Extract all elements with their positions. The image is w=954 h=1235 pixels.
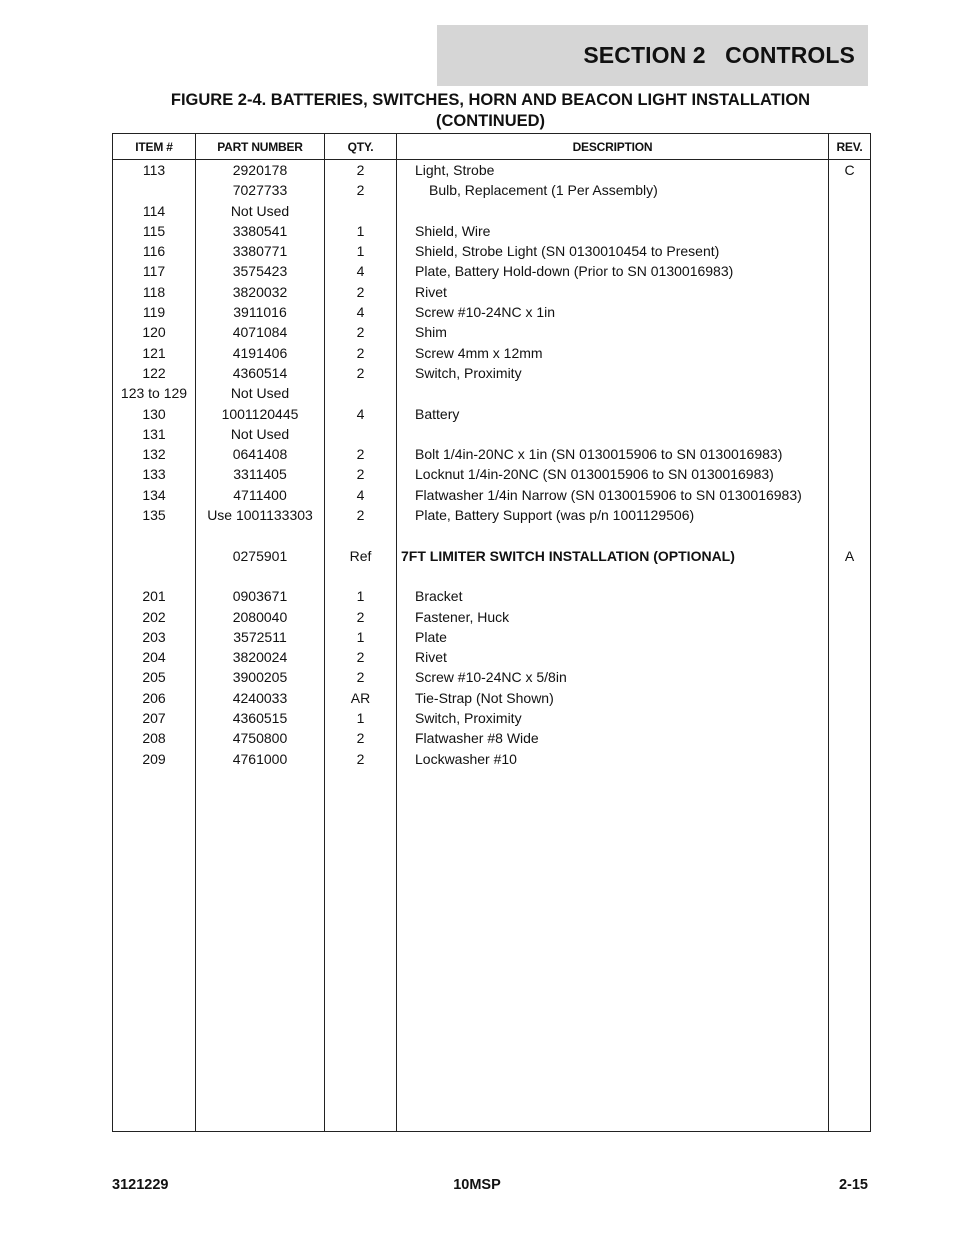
cell-rev — [829, 708, 871, 728]
cell-part-number: Not Used — [196, 201, 325, 221]
cell-description: 7FT LIMITER SWITCH INSTALLATION (OPTIONAL) — [397, 546, 829, 566]
cell-qty: 2 — [325, 647, 397, 667]
table-row — [113, 464, 871, 484]
cell-qty: 2 — [325, 343, 397, 363]
cell-qty: 2 — [325, 282, 397, 302]
section-banner — [437, 25, 868, 86]
cell-item: 206 — [113, 688, 196, 708]
cell-part-number: 0903671 — [196, 586, 325, 606]
cell-description — [397, 201, 829, 221]
cell-part-number: 3380541 — [196, 221, 325, 241]
cell-rev — [829, 505, 871, 525]
cell-part-number: 4191406 — [196, 343, 325, 363]
cell-description: Shield, Wire — [397, 221, 829, 241]
cell-part-number: 3911016 — [196, 302, 325, 322]
cell-qty: 2 — [325, 444, 397, 464]
cell-rev — [829, 647, 871, 667]
cell-item: 135 — [113, 505, 196, 525]
parts-table — [112, 133, 871, 1132]
cell-qty: AR — [325, 688, 397, 708]
table-row — [113, 241, 871, 261]
figure-title-line2: (CONTINUED) — [435, 112, 546, 130]
cell-qty: 2 — [325, 607, 397, 627]
table-filler-row — [113, 769, 871, 1132]
cell-rev — [829, 566, 871, 586]
filler-cell — [397, 769, 829, 1132]
cell-qty: 2 — [325, 160, 397, 181]
cell-rev — [829, 607, 871, 627]
cell-part-number: 4750800 — [196, 728, 325, 748]
cell-description: Shim — [397, 322, 829, 342]
col-header-rev: REV. — [829, 134, 871, 160]
cell-qty: 2 — [325, 180, 397, 200]
footer-doc-number: 3121229 — [112, 1177, 169, 1193]
cell-part-number: 4360514 — [196, 363, 325, 383]
cell-description: Rivet — [397, 647, 829, 667]
cell-description — [397, 424, 829, 444]
cell-rev: C — [829, 160, 871, 181]
cell-item: 119 — [113, 302, 196, 322]
cell-part-number: 2920178 — [196, 160, 325, 181]
cell-description — [397, 566, 829, 586]
cell-part-number: Not Used — [196, 424, 325, 444]
cell-item: 208 — [113, 728, 196, 748]
footer-page-number: 2-15 — [838, 1177, 868, 1193]
cell-qty: 1 — [325, 221, 397, 241]
cell-qty: 1 — [325, 586, 397, 606]
cell-part-number: 4761000 — [196, 749, 325, 769]
cell-qty — [325, 424, 397, 444]
cell-item: 133 — [113, 464, 196, 484]
filler-cell — [325, 769, 397, 1132]
table-row — [113, 586, 871, 606]
cell-item: 134 — [113, 485, 196, 505]
cell-part-number: 3820032 — [196, 282, 325, 302]
cell-item: 120 — [113, 322, 196, 342]
cell-item: 116 — [113, 241, 196, 261]
table-row — [113, 607, 871, 627]
cell-description: Screw #10-24NC x 5/8in — [397, 667, 829, 687]
table-row — [113, 647, 871, 667]
table-row — [113, 261, 871, 281]
cell-rev — [829, 586, 871, 606]
cell-item: 113 — [113, 160, 196, 181]
cell-part-number: 4711400 — [196, 485, 325, 505]
cell-item: 203 — [113, 627, 196, 647]
cell-description: Tie-Strap (Not Shown) — [397, 688, 829, 708]
cell-description: Switch, Proximity — [397, 363, 829, 383]
parts-table-body — [113, 160, 871, 1132]
cell-item: 209 — [113, 749, 196, 769]
section-title: SECTION 2 CONTROLS — [583, 42, 855, 68]
cell-part-number: 3380771 — [196, 241, 325, 261]
cell-description: Battery — [397, 404, 829, 424]
cell-item: 122 — [113, 363, 196, 383]
cell-part-number: 3900205 — [196, 667, 325, 687]
col-header-item: ITEM # — [113, 134, 196, 160]
cell-qty: 2 — [325, 728, 397, 748]
cell-qty — [325, 383, 397, 403]
cell-qty: 1 — [325, 708, 397, 728]
cell-description: Bulb, Replacement (1 Per Assembly) — [397, 180, 829, 200]
cell-qty: 1 — [325, 627, 397, 647]
table-row — [113, 546, 871, 566]
table-row — [113, 688, 871, 708]
cell-rev — [829, 201, 871, 221]
table-row — [113, 404, 871, 424]
cell-part-number: 3575423 — [196, 261, 325, 281]
figure-title-line1: FIGURE 2-4. BATTERIES, SWITCHES, HORN AND BEACON LIGHT INSTALLATION — [170, 91, 811, 109]
cell-description: Screw 4mm x 12mm — [397, 343, 829, 363]
cell-item: 130 — [113, 404, 196, 424]
cell-qty: 2 — [325, 363, 397, 383]
cell-item: 121 — [113, 343, 196, 363]
footer-model: 10MSP — [453, 1177, 501, 1193]
cell-part-number: 3572511 — [196, 627, 325, 647]
table-row — [113, 221, 871, 241]
cell-part-number: 4360515 — [196, 708, 325, 728]
table-row — [113, 424, 871, 444]
cell-rev — [829, 282, 871, 302]
col-header-part-number: PART NUMBER — [196, 134, 325, 160]
table-row — [113, 708, 871, 728]
cell-item: 205 — [113, 667, 196, 687]
cell-rev — [829, 241, 871, 261]
cell-description: Locknut 1/4in-20NC (SN 0130015906 to SN 0130016983) — [397, 464, 829, 484]
cell-part-number: Use 1001133303 — [196, 505, 325, 525]
cell-description: Light, Strobe — [397, 160, 829, 181]
filler-cell — [196, 769, 325, 1132]
cell-rev — [829, 424, 871, 444]
cell-qty: 2 — [325, 667, 397, 687]
cell-description: Lockwasher #10 — [397, 749, 829, 769]
cell-rev — [829, 221, 871, 241]
col-header-description: DESCRIPTION — [397, 134, 829, 160]
cell-rev — [829, 302, 871, 322]
cell-rev — [829, 688, 871, 708]
cell-description: Switch, Proximity — [397, 708, 829, 728]
cell-qty: Ref — [325, 546, 397, 566]
cell-description: Rivet — [397, 282, 829, 302]
table-header-row — [113, 134, 871, 160]
figure-title — [112, 90, 869, 132]
cell-rev — [829, 464, 871, 484]
cell-item: 115 — [113, 221, 196, 241]
cell-part-number: 0275901 — [196, 546, 325, 566]
cell-qty: 2 — [325, 749, 397, 769]
cell-item: 201 — [113, 586, 196, 606]
table-row — [113, 160, 871, 181]
cell-rev — [829, 404, 871, 424]
cell-part-number: 3820024 — [196, 647, 325, 667]
cell-description: Bolt 1/4in-20NC x 1in (SN 0130015906 to SN 0130016983) — [397, 444, 829, 464]
table-row — [113, 525, 871, 545]
cell-part-number: Not Used — [196, 383, 325, 403]
cell-item — [113, 180, 196, 200]
cell-description — [397, 383, 829, 403]
cell-rev — [829, 749, 871, 769]
table-row — [113, 322, 871, 342]
cell-rev: A — [829, 546, 871, 566]
cell-rev — [829, 383, 871, 403]
cell-item: 132 — [113, 444, 196, 464]
cell-qty — [325, 201, 397, 221]
cell-qty: 1 — [325, 241, 397, 261]
cell-item: 123 to 129 — [113, 383, 196, 403]
table-row — [113, 728, 871, 748]
cell-description — [397, 525, 829, 545]
cell-item: 204 — [113, 647, 196, 667]
cell-rev — [829, 180, 871, 200]
cell-part-number — [196, 566, 325, 586]
table-row — [113, 485, 871, 505]
table-row — [113, 444, 871, 464]
cell-qty: 2 — [325, 505, 397, 525]
cell-description: Bracket — [397, 586, 829, 606]
cell-qty — [325, 525, 397, 545]
cell-rev — [829, 363, 871, 383]
cell-qty: 2 — [325, 464, 397, 484]
cell-item: 207 — [113, 708, 196, 728]
cell-description: Fastener, Huck — [397, 607, 829, 627]
cell-item: 202 — [113, 607, 196, 627]
cell-part-number: 2080040 — [196, 607, 325, 627]
cell-description: Screw #10-24NC x 1in — [397, 302, 829, 322]
cell-part-number — [196, 525, 325, 545]
table-row — [113, 343, 871, 363]
cell-rev — [829, 485, 871, 505]
cell-qty: 2 — [325, 322, 397, 342]
cell-part-number: 7027733 — [196, 180, 325, 200]
cell-description: Plate — [397, 627, 829, 647]
cell-description: Flatwasher #8 Wide — [397, 728, 829, 748]
cell-rev — [829, 627, 871, 647]
cell-rev — [829, 322, 871, 342]
table-row — [113, 302, 871, 322]
cell-item: 118 — [113, 282, 196, 302]
cell-rev — [829, 444, 871, 464]
filler-cell — [829, 769, 871, 1132]
table-row — [113, 566, 871, 586]
table-row — [113, 667, 871, 687]
cell-item — [113, 546, 196, 566]
table-row — [113, 383, 871, 403]
table-row — [113, 201, 871, 221]
cell-item: 114 — [113, 201, 196, 221]
cell-rev — [829, 525, 871, 545]
cell-rev — [829, 728, 871, 748]
cell-description: Plate, Battery Support (was p/n 1001129506) — [397, 505, 829, 525]
cell-item — [113, 566, 196, 586]
table-row — [113, 749, 871, 769]
filler-cell — [113, 769, 196, 1132]
table-row — [113, 282, 871, 302]
cell-part-number: 4240033 — [196, 688, 325, 708]
cell-description: Plate, Battery Hold-down (Prior to SN 0130016983) — [397, 261, 829, 281]
table-row — [113, 505, 871, 525]
cell-rev — [829, 261, 871, 281]
cell-qty: 4 — [325, 485, 397, 505]
cell-item — [113, 525, 196, 545]
cell-qty — [325, 566, 397, 586]
cell-qty: 4 — [325, 261, 397, 281]
cell-qty: 4 — [325, 404, 397, 424]
cell-item: 117 — [113, 261, 196, 281]
cell-description: Flatwasher 1/4in Narrow (SN 0130015906 to SN 0130016983) — [397, 485, 829, 505]
cell-item: 131 — [113, 424, 196, 444]
table-row — [113, 627, 871, 647]
cell-qty: 4 — [325, 302, 397, 322]
cell-description: Shield, Strobe Light (SN 0130010454 to Present) — [397, 241, 829, 261]
cell-part-number: 4071084 — [196, 322, 325, 342]
cell-part-number: 3311405 — [196, 464, 325, 484]
table-row — [113, 363, 871, 383]
cell-rev — [829, 343, 871, 363]
cell-rev — [829, 667, 871, 687]
col-header-qty: QTY. — [325, 134, 397, 160]
table-row — [113, 180, 871, 200]
cell-part-number: 1001120445 — [196, 404, 325, 424]
cell-part-number: 0641408 — [196, 444, 325, 464]
